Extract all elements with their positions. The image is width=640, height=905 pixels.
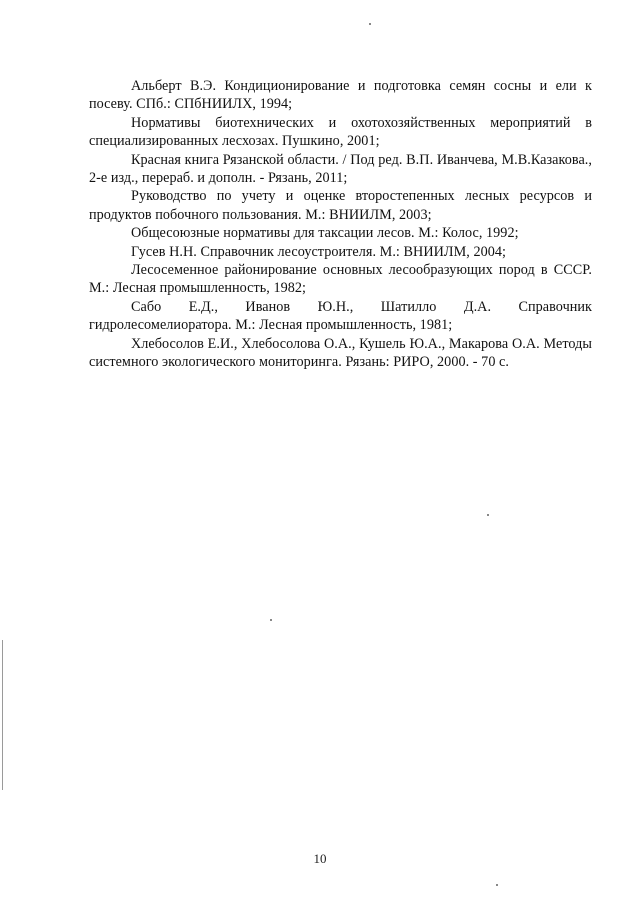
reference-item: Лесосеменное районирование основных лесообразующих пород в СССР. М.: Лесная промышленность, 1982;: [89, 262, 592, 297]
scan-speck: [369, 23, 371, 25]
page-number: 10: [313, 851, 327, 866]
reference-list: [89, 77, 592, 372]
reference-item: Руководство по учету и оценке второстепенных лесных ресурсов и продуктов побочного пользования. М.: ВНИИЛМ, 2003;: [89, 188, 592, 223]
reference-item: Нормативы биотехнических и охотохозяйственных мероприятий в специализированных лесхозах. Пушкино, 2001;: [89, 114, 592, 150]
scan-speck: [270, 619, 272, 621]
reference-item: Хлебосолов Е.И., Хлебосолова О.А., Кушель Ю.А., Макарова О.А. Методы системного экологического мониторинга. Рязань: РИРО, 2000. - 70 с.: [89, 335, 592, 371]
reference-item: Сабо Е.Д., Иванов Ю.Н., Шатилло Д.А. Справочник гидролесомелиоратора. М.: Лесная промышленность, 1981;: [89, 298, 592, 334]
reference-item: Альберт В.Э. Кондиционирование и подготовка семян сосны и ели к посеву. СПб.: СПбНИИЛХ, 1994;: [89, 78, 592, 113]
reference-item: Общесоюзные нормативы для таксации лесов. М.: Колос, 1992;: [131, 225, 519, 242]
scan-speck: [487, 514, 489, 516]
scan-speck: [496, 884, 498, 886]
scan-edge-line: [2, 640, 3, 790]
reference-item: Гусев Н.Н. Справочник лесоустроителя. М.: ВНИИЛМ, 2004;: [131, 243, 507, 260]
reference-item: Красная книга Рязанской области. / Под ред. В.П. Иванчева, М.В.Казакова., 2-е изд., перераб. и дополн. - Рязань, 2011;: [89, 151, 592, 187]
